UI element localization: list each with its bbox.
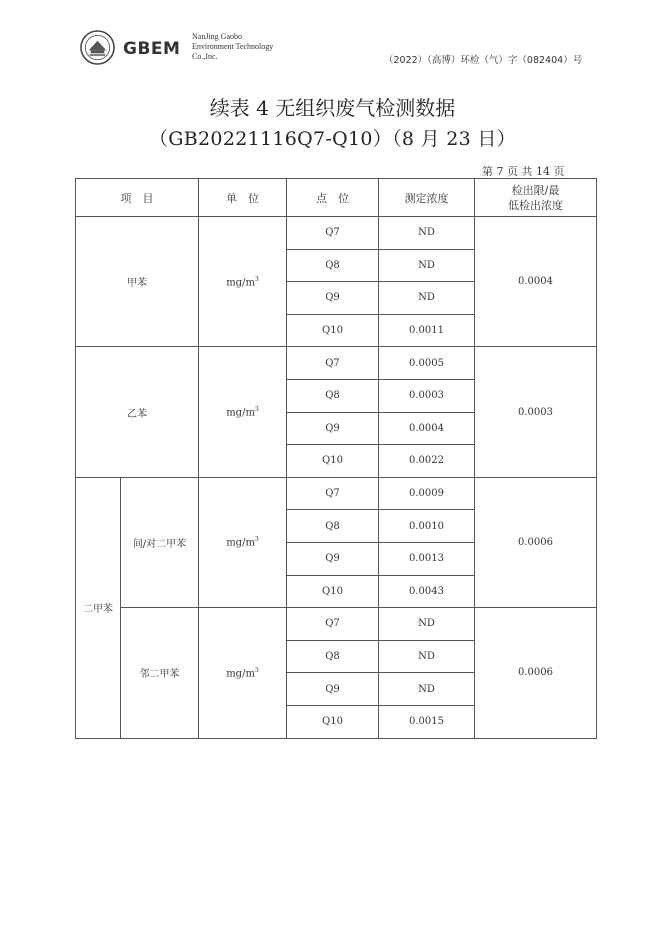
table-row [76, 217, 597, 250]
company-logo-seal [80, 30, 115, 65]
unit-exponent: 3 [254, 405, 259, 413]
item-name: 间/对二甲苯 [121, 477, 199, 607]
company-line: Co.,Inc. [192, 52, 218, 61]
header-concentration: 测定浓度 [379, 179, 475, 217]
limit-cell: 0.0006 [475, 477, 597, 607]
unit-text: mg/m [226, 407, 255, 419]
unit-exponent: 3 [254, 275, 259, 283]
concentration-cell: ND [379, 608, 475, 641]
concentration-cell: 0.0004 [379, 412, 475, 445]
point-cell: Q9 [287, 673, 379, 706]
limit-cell: 0.0004 [475, 217, 597, 347]
concentration-cell: ND [379, 217, 475, 250]
point-cell: Q10 [287, 445, 379, 478]
concentration-cell: ND [379, 673, 475, 706]
concentration-cell: 0.0005 [379, 347, 475, 380]
unit-exponent: 3 [254, 666, 259, 674]
header-point: 点 位 [287, 179, 379, 217]
page-title: 续表 4 无组织废气检测数据 [209, 96, 456, 120]
item-group-name: 二甲苯 [76, 477, 121, 738]
point-cell: Q7 [287, 477, 379, 510]
unit-text: mg/m [226, 667, 255, 679]
point-cell: Q10 [287, 575, 379, 608]
table-row [76, 347, 597, 380]
company-line: Environment Technology [192, 42, 274, 51]
header-limit-line: 检出限/最 [511, 183, 560, 197]
concentration-cell: 0.0011 [379, 314, 475, 347]
limit-cell: 0.0006 [475, 608, 597, 738]
point-cell: Q9 [287, 412, 379, 445]
item-name: 乙苯 [76, 347, 199, 477]
point-cell: Q8 [287, 249, 379, 282]
header-detection-limit [475, 179, 597, 217]
point-cell: Q8 [287, 510, 379, 543]
concentration-cell: 0.0010 [379, 510, 475, 543]
item-name: 邻二甲苯 [121, 608, 199, 738]
point-cell: Q10 [287, 314, 379, 347]
document-number: （2022）（高博）环检（气）字（082404）号 [384, 55, 583, 66]
unit-exponent: 3 [254, 536, 259, 544]
page-number: 第 7 页 共 14 页 [482, 165, 565, 178]
table-row [76, 608, 597, 641]
unit-cell [199, 347, 287, 477]
point-cell: Q9 [287, 282, 379, 315]
concentration-cell: 0.0003 [379, 379, 475, 412]
header-unit: 单 位 [199, 179, 287, 217]
concentration-cell: ND [379, 282, 475, 315]
unit-cell [199, 608, 287, 738]
concentration-cell: 0.0043 [379, 575, 475, 608]
table-row [76, 477, 597, 510]
unit-cell [199, 477, 287, 607]
concentration-cell: 0.0015 [379, 705, 475, 738]
item-name: 甲苯 [76, 217, 199, 347]
header-limit-line: 低检出浓度 [508, 198, 563, 212]
header-item: 项 目 [76, 179, 199, 217]
point-cell: Q7 [287, 347, 379, 380]
point-cell: Q10 [287, 705, 379, 738]
unit-text: mg/m [226, 537, 255, 549]
company-line: NanJing Gaobo [192, 32, 242, 41]
point-cell: Q7 [287, 608, 379, 641]
point-cell: Q9 [287, 542, 379, 575]
point-cell: Q7 [287, 217, 379, 250]
concentration-cell: ND [379, 249, 475, 282]
voc-data-table [75, 178, 597, 739]
concentration-cell: 0.0013 [379, 542, 475, 575]
unit-cell [199, 217, 287, 347]
concentration-cell: ND [379, 640, 475, 673]
limit-cell: 0.0003 [475, 347, 597, 477]
page-subtitle: （GB20221116Q7-Q10）（8 月 23 日） [149, 128, 516, 150]
table-header-row [76, 179, 597, 217]
point-cell: Q8 [287, 640, 379, 673]
concentration-cell: 0.0022 [379, 445, 475, 478]
company-name [192, 32, 273, 62]
concentration-cell: 0.0009 [379, 477, 475, 510]
point-cell: Q8 [287, 379, 379, 412]
unit-text: mg/m [226, 276, 255, 288]
brand-name: GBEM [123, 39, 181, 59]
